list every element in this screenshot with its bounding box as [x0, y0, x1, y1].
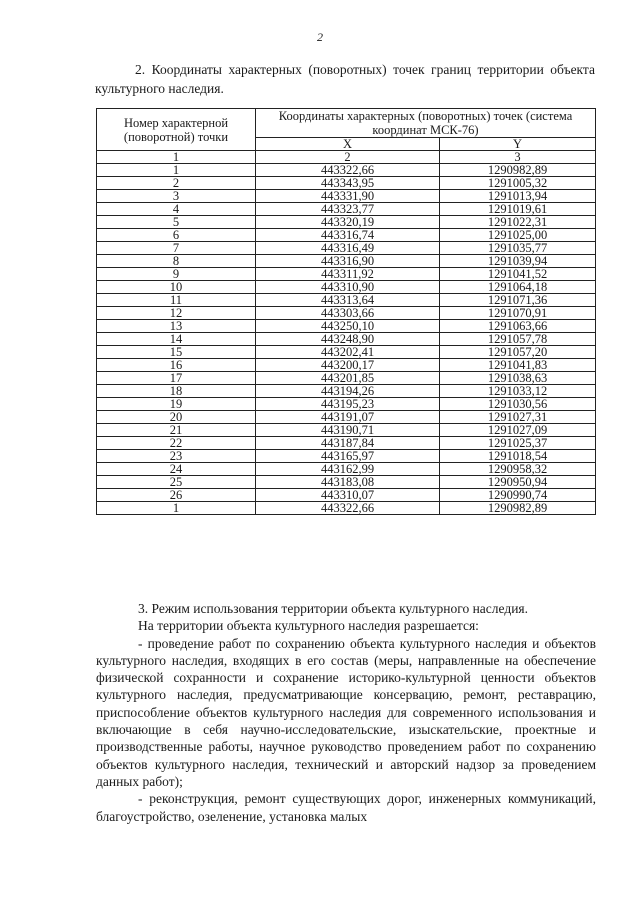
- x-coordinate-cell: 443316,74: [256, 229, 440, 242]
- coordinates-table: [96, 108, 596, 515]
- x-coordinate-cell: 443310,90: [256, 281, 440, 294]
- x-coordinate-cell: 443162,99: [256, 463, 440, 476]
- point-number-cell: 18: [97, 385, 256, 398]
- point-number-cell: 12: [97, 307, 256, 320]
- point-number-cell: 24: [97, 463, 256, 476]
- section-2-heading: [95, 60, 595, 98]
- table-row: [97, 268, 596, 281]
- point-number-cell: 23: [97, 450, 256, 463]
- allowed-intro: На территории объекта культурного наследия разрешается:: [138, 618, 479, 634]
- table-row: [97, 294, 596, 307]
- y-coordinate-cell: 1291057,78: [440, 333, 596, 346]
- y-coordinate-cell: 1291027,31: [440, 411, 596, 424]
- x-coordinate-cell: 443311,92: [256, 268, 440, 281]
- x-coordinate-cell: 443320,19: [256, 216, 440, 229]
- x-coordinate-cell: 443190,71: [256, 424, 440, 437]
- point-number-cell: 22: [97, 437, 256, 450]
- page-number: 2: [317, 30, 323, 44]
- y-coordinate-cell: 1291070,91: [440, 307, 596, 320]
- x-coordinate-cell: 443331,90: [256, 190, 440, 203]
- coordinates-header: Координаты характерных (поворотных) точек (система координат МСК-76): [256, 109, 596, 138]
- y-coordinate-cell: 1290958,32: [440, 463, 596, 476]
- x-header: X: [256, 138, 440, 151]
- y-coordinate-cell: 1291022,31: [440, 216, 596, 229]
- point-number-cell: 25: [97, 476, 256, 489]
- x-coordinate-cell: 443248,90: [256, 333, 440, 346]
- table-row: [97, 164, 596, 177]
- x-coordinate-cell: 443165,97: [256, 450, 440, 463]
- y-coordinate-cell: 1291035,77: [440, 242, 596, 255]
- point-number-cell: 19: [97, 398, 256, 411]
- body-text: [96, 600, 596, 825]
- y-header: Y: [440, 138, 596, 151]
- point-number-cell: 15: [97, 346, 256, 359]
- point-number-cell: 1: [97, 502, 256, 515]
- y-coordinate-cell: 1291057,20: [440, 346, 596, 359]
- x-coordinate-cell: 443187,84: [256, 437, 440, 450]
- table-row: [97, 307, 596, 320]
- x-coordinate-cell: 443322,66: [256, 502, 440, 515]
- index-cell: 3: [440, 151, 596, 164]
- y-coordinate-cell: 1291018,54: [440, 450, 596, 463]
- table-row: [97, 463, 596, 476]
- table-row: [97, 424, 596, 437]
- table-row: [97, 476, 596, 489]
- table-row: [97, 359, 596, 372]
- table-row: [97, 398, 596, 411]
- point-number-cell: 4: [97, 203, 256, 216]
- x-coordinate-cell: 443191,07: [256, 411, 440, 424]
- point-number-cell: 7: [97, 242, 256, 255]
- x-coordinate-cell: 443343,95: [256, 177, 440, 190]
- point-number-cell: 17: [97, 372, 256, 385]
- x-coordinate-cell: 443183,08: [256, 476, 440, 489]
- index-cell: 2: [256, 151, 440, 164]
- y-coordinate-cell: 1290982,89: [440, 502, 596, 515]
- table-row: [97, 333, 596, 346]
- point-number-cell: 20: [97, 411, 256, 424]
- point-number-cell: 5: [97, 216, 256, 229]
- x-coordinate-cell: 443202,41: [256, 346, 440, 359]
- y-coordinate-cell: 1291019,61: [440, 203, 596, 216]
- x-coordinate-cell: 443194,26: [256, 385, 440, 398]
- point-number-cell: 16: [97, 359, 256, 372]
- x-coordinate-cell: 443250,10: [256, 320, 440, 333]
- column-index-row: [97, 151, 596, 164]
- y-coordinate-cell: 1291025,37: [440, 437, 596, 450]
- x-coordinate-cell: 443303,66: [256, 307, 440, 320]
- table-row: [97, 216, 596, 229]
- table-row: [97, 255, 596, 268]
- point-number-cell: 11: [97, 294, 256, 307]
- point-number-cell: 13: [97, 320, 256, 333]
- table-row: [97, 203, 596, 216]
- y-coordinate-cell: 1290950,94: [440, 476, 596, 489]
- table-row: [97, 346, 596, 359]
- x-coordinate-cell: 443195,23: [256, 398, 440, 411]
- point-number-cell: 21: [97, 424, 256, 437]
- y-coordinate-cell: 1291039,94: [440, 255, 596, 268]
- point-number-cell: 9: [97, 268, 256, 281]
- y-coordinate-cell: 1291071,36: [440, 294, 596, 307]
- index-cell: 1: [97, 151, 256, 164]
- table-row: [97, 320, 596, 333]
- table-row: [97, 281, 596, 294]
- y-coordinate-cell: 1290982,89: [440, 164, 596, 177]
- point-number-cell: 3: [97, 190, 256, 203]
- table-row: [97, 450, 596, 463]
- y-coordinate-cell: 1290990,74: [440, 489, 596, 502]
- x-coordinate-cell: 443316,49: [256, 242, 440, 255]
- allowed-item-2: - реконструкция, ремонт существующих дорог, инженерных коммуникаций, благоустройство, озеленение, установка малых: [96, 791, 596, 824]
- y-coordinate-cell: 1291013,94: [440, 190, 596, 203]
- table-header-row: [97, 109, 596, 138]
- x-coordinate-cell: 443316,90: [256, 255, 440, 268]
- point-number-cell: 1: [97, 164, 256, 177]
- point-number-cell: 8: [97, 255, 256, 268]
- y-coordinate-cell: 1291041,52: [440, 268, 596, 281]
- allowed-item-1: - проведение работ по сохранению объекта культурного наследия и объектов культурного наследия, входящих в его состав (меры, направленные на обеспечение физической сохранности и сохранение историко-культурной ценности объектов культурного наследия, предусматривающие консервацию, ремонт, реставрацию, приспособление объектов культурного наследия для современного использования и включающие в себя научно-исследовательские, изыскательские, проектные и производственные работы, научное руководство проведением работ по сохранению объектов культурного наследия, технический и авторский надзор за проведением данных работ);: [96, 635, 596, 789]
- table-row: [97, 411, 596, 424]
- table-row: [97, 385, 596, 398]
- x-coordinate-cell: 443310,07: [256, 489, 440, 502]
- y-coordinate-cell: 1291025,00: [440, 229, 596, 242]
- table-row: [97, 437, 596, 450]
- x-coordinate-cell: 443313,64: [256, 294, 440, 307]
- table-row: [97, 190, 596, 203]
- point-number-cell: 2: [97, 177, 256, 190]
- y-coordinate-cell: 1291030,56: [440, 398, 596, 411]
- y-coordinate-cell: 1291063,66: [440, 320, 596, 333]
- table-row: [97, 242, 596, 255]
- table-body: [97, 151, 596, 515]
- table-row: [97, 502, 596, 515]
- table-row: [97, 372, 596, 385]
- y-coordinate-cell: 1291033,12: [440, 385, 596, 398]
- y-coordinate-cell: 1291027,09: [440, 424, 596, 437]
- y-coordinate-cell: 1291064,18: [440, 281, 596, 294]
- y-coordinate-cell: 1291005,32: [440, 177, 596, 190]
- y-coordinate-cell: 1291038,63: [440, 372, 596, 385]
- y-coordinate-cell: 1291041,83: [440, 359, 596, 372]
- section-2-heading-text: 2. Координаты характерных (поворотных) точек границ территории объекта культурного наследия.: [95, 62, 595, 96]
- table-row: [97, 489, 596, 502]
- point-number-cell: 26: [97, 489, 256, 502]
- point-number-header: Номер характерной (поворотной) точки: [97, 109, 256, 151]
- point-number-cell: 6: [97, 229, 256, 242]
- section-3-heading: 3. Режим использования территории объекта культурного наследия.: [138, 601, 529, 616]
- x-coordinate-cell: 443322,66: [256, 164, 440, 177]
- table-row: [97, 177, 596, 190]
- x-coordinate-cell: 443200,17: [256, 359, 440, 372]
- point-number-cell: 14: [97, 333, 256, 346]
- table-row: [97, 229, 596, 242]
- x-coordinate-cell: 443323,77: [256, 203, 440, 216]
- x-coordinate-cell: 443201,85: [256, 372, 440, 385]
- point-number-cell: 10: [97, 281, 256, 294]
